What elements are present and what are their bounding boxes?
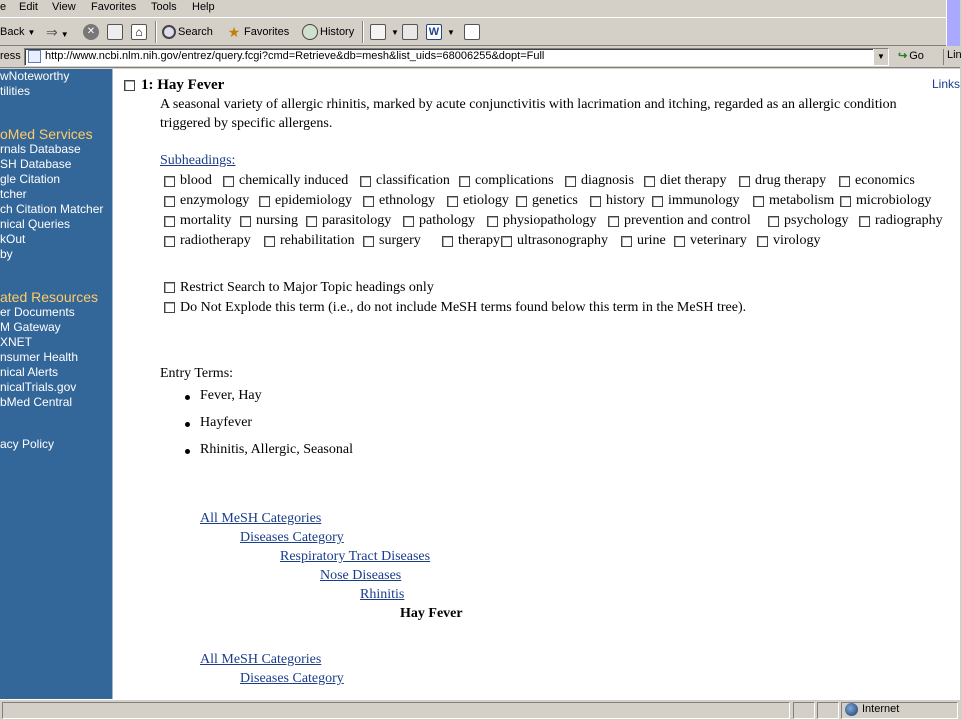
sidebar-link[interactable]: nsumer Health: [0, 350, 79, 364]
sidebar-link[interactable]: ch Citation Matcher: [0, 202, 104, 216]
subheading-label: economics: [855, 173, 915, 188]
sidebar-link[interactable]: XNET: [0, 335, 33, 349]
status-bar: [0, 699, 960, 720]
address-label: ress: [0, 50, 21, 62]
menu-favorites[interactable]: Favorites: [91, 1, 137, 13]
subheading-checkbox[interactable]: [363, 196, 374, 207]
mail-dropdown-icon[interactable]: ▼: [391, 28, 399, 37]
sidebar-link[interactable]: wNoteworthy: [0, 69, 70, 83]
sidebar-link[interactable]: kOut: [0, 232, 26, 246]
history-icon: [302, 24, 318, 40]
forward-button[interactable]: [46, 21, 69, 43]
home-button[interactable]: [131, 21, 149, 43]
sidebar-link[interactable]: nical Alerts: [0, 365, 59, 379]
discuss-icon: [464, 24, 480, 40]
menu-help[interactable]: Help: [192, 1, 215, 13]
subheading-checkbox[interactable]: [447, 196, 458, 207]
subheading-label: physiopathology: [503, 213, 597, 228]
sidebar-link[interactable]: nical Queries: [0, 217, 71, 231]
subheading-checkbox[interactable]: [753, 196, 764, 207]
refresh-icon: [107, 24, 123, 40]
definition-line-2: triggered by specific allergens.: [160, 116, 333, 131]
restrict-major-topic-label: Restrict Search to Major Topic headings only: [180, 280, 434, 295]
record-content: [113, 69, 960, 699]
search-icon: [162, 25, 176, 39]
subheadings-link[interactable]: Subheadings:: [160, 153, 236, 168]
favorites-label: Favorites: [244, 26, 290, 38]
address-input[interactable]: [24, 48, 889, 66]
tree-link-respiratory[interactable]: Respiratory Tract Diseases: [280, 549, 431, 564]
status-pane: [817, 702, 839, 719]
subheading-checkbox[interactable]: [223, 176, 234, 187]
menu-view[interactable]: View: [52, 1, 76, 13]
sidebar-link[interactable]: er Documents: [0, 305, 75, 319]
subheading-checkbox[interactable]: [363, 236, 374, 247]
menu-bar: [0, 0, 960, 16]
stop-icon: ✕: [83, 24, 99, 40]
subheading-checkbox[interactable]: [306, 216, 317, 227]
status-pane: [793, 702, 815, 719]
sidebar-link[interactable]: nicalTrials.gov: [0, 380, 77, 394]
sidebar-link[interactable]: by: [0, 247, 13, 261]
edit-button[interactable]: [426, 21, 455, 43]
go-label: Go: [909, 50, 924, 62]
toolbar-separator-2: [362, 21, 364, 43]
subheading-checkbox[interactable]: [644, 176, 655, 187]
subheading-label: diet therapy: [660, 173, 727, 188]
subheading-label: parasitology: [322, 213, 392, 228]
forward-arrow-icon: ⇒: [46, 24, 58, 40]
subheading-checkbox[interactable]: [859, 216, 870, 227]
subheading-checkbox[interactable]: [442, 236, 453, 247]
mail-icon: [370, 24, 386, 40]
subheading-checkbox[interactable]: [487, 216, 498, 227]
home-icon: ⌂: [131, 24, 147, 40]
go-arrow-icon: ↪: [898, 50, 908, 62]
menu-tools[interactable]: Tools: [151, 1, 177, 13]
address-bar: [0, 46, 960, 68]
sidebar-link[interactable]: SH Database: [0, 157, 72, 171]
sidebar-link[interactable]: bMed Central: [0, 395, 73, 409]
links-link[interactable]: Links: [931, 77, 960, 91]
restrict-major-topic-checkbox[interactable]: [164, 282, 175, 293]
edit-dropdown-icon[interactable]: ▼: [447, 28, 455, 37]
subheading-label: pathology: [419, 213, 475, 228]
subheading-checkbox[interactable]: [259, 196, 270, 207]
back-button[interactable]: [0, 21, 35, 43]
subheading-label: veterinary: [690, 233, 747, 248]
subheading-label: psychology: [784, 213, 849, 228]
status-zone-pane: [841, 702, 958, 719]
subheading-label: surgery: [379, 233, 421, 248]
subheading-checkbox[interactable]: [240, 216, 251, 227]
tree-link-nose[interactable]: Nose Diseases: [320, 568, 402, 583]
subheading-checkbox[interactable]: [674, 236, 685, 247]
subheading-label: mortality: [180, 213, 232, 228]
bullet-icon: [185, 422, 190, 427]
entry-term: Rhinitis, Allergic, Seasonal: [200, 442, 353, 457]
go-button[interactable]: [898, 49, 924, 62]
subheading-label: radiography: [875, 213, 943, 228]
page-icon: [28, 50, 41, 63]
sidebar-link[interactable]: tilities: [0, 84, 31, 98]
sidebar: [0, 69, 113, 699]
sidebar-link[interactable]: M Gateway: [0, 320, 61, 334]
menu-edit[interactable]: Edit: [19, 1, 38, 13]
history-button[interactable]: [302, 21, 354, 43]
subheading-label: drug therapy: [755, 173, 827, 188]
subheading-label: history: [606, 193, 645, 208]
subheading-label: classification: [376, 173, 450, 188]
subheading-label: microbiology: [856, 193, 932, 208]
tree2-link-diseases[interactable]: Diseases Category: [240, 671, 344, 686]
subheading-label: rehabilitation: [280, 233, 355, 248]
toolbar-separator: [155, 21, 157, 43]
tree2-link-all-categories[interactable]: All MeSH Categories: [200, 652, 322, 667]
subheading-checkbox[interactable]: [652, 196, 663, 207]
subheading-label: enzymology: [180, 193, 250, 208]
internet-zone-icon: [845, 703, 858, 716]
word-edit-icon: W: [426, 24, 442, 40]
entry-term: Fever, Hay: [200, 388, 262, 403]
subheading-label: therapy: [458, 233, 500, 248]
history-label: History: [320, 26, 355, 38]
subheading-checkbox[interactable]: [164, 176, 175, 187]
subheading-checkbox[interactable]: [459, 176, 470, 187]
subheading-checkbox[interactable]: [164, 236, 175, 247]
entry-term: Hayfever: [200, 415, 253, 430]
subheading-checkbox[interactable]: [621, 236, 632, 247]
subheading-checkbox[interactable]: [516, 196, 527, 207]
do-not-explode-checkbox[interactable]: [164, 302, 175, 313]
subheading-checkbox[interactable]: [501, 236, 512, 247]
subheading-label: etiology: [463, 193, 509, 208]
sidebar-link-privacy[interactable]: acy Policy: [0, 437, 55, 451]
page-viewport[interactable]: [0, 69, 960, 699]
subheading-checkbox[interactable]: [608, 216, 619, 227]
sidebar-link[interactable]: gle Citation: [0, 172, 61, 186]
subheading-label: complications: [475, 173, 554, 188]
subheading-label: metabolism: [769, 193, 835, 208]
record-title: 1: Hay Fever: [141, 77, 225, 93]
status-text-pane: [2, 702, 790, 719]
forward-dropdown-icon[interactable]: ▼: [60, 30, 69, 39]
subheading-checkbox[interactable]: [757, 236, 768, 247]
tree-link-all-categories[interactable]: All MeSH Categories: [200, 511, 322, 526]
subheading-checkbox[interactable]: [164, 216, 175, 227]
subheading-label: ultrasonography: [517, 233, 608, 248]
subheading-checkbox[interactable]: [840, 196, 851, 207]
back-dropdown-icon[interactable]: ▼: [27, 28, 36, 37]
bullet-icon: [185, 395, 190, 400]
subheading-checkbox[interactable]: [360, 176, 371, 187]
subheading-checkbox[interactable]: [403, 216, 414, 227]
subheading-label: urine: [637, 233, 666, 248]
favorites-button[interactable]: [226, 21, 289, 43]
subheading-label: blood: [180, 173, 212, 188]
do-not-explode-label: Do Not Explode this term (i.e., do not include MeSH terms found below this term in the MeSH tree).: [180, 300, 747, 315]
status-zone-label: Internet: [862, 703, 900, 715]
discuss-button[interactable]: [464, 21, 482, 43]
menu-file[interactable]: e: [0, 1, 7, 13]
sidebar-link[interactable]: rnals Database: [0, 142, 81, 156]
record-select-checkbox[interactable]: [124, 80, 135, 91]
tree-current-term: Hay Fever: [400, 606, 463, 621]
bullet-icon: [185, 449, 190, 454]
subheading-label: genetics: [532, 193, 578, 208]
links-toolbar-button[interactable]: Lin: [943, 49, 960, 65]
subheading-checkbox[interactable]: [565, 176, 576, 187]
print-icon: [402, 24, 418, 40]
subheading-label: radiotherapy: [180, 233, 251, 248]
subheading-label: ethnology: [379, 193, 435, 208]
subheading-label: prevention and control: [624, 213, 751, 228]
window-edge-toolbar: [946, 17, 960, 47]
subheading-checkbox[interactable]: [590, 196, 601, 207]
sidebar-heading-related: ated Resources: [0, 289, 99, 305]
subheading-label: virology: [773, 233, 821, 248]
address-dropdown-icon[interactable]: ▼: [873, 49, 888, 65]
subheading-label: immunology: [668, 193, 740, 208]
sidebar-link[interactable]: tcher: [0, 187, 27, 201]
subheading-label: epidemiology: [275, 193, 352, 208]
subheading-checkbox[interactable]: [164, 196, 175, 207]
subheading-label: chemically induced: [239, 173, 349, 188]
subheading-label: nursing: [256, 213, 298, 228]
definition-line-1: A seasonal variety of allergic rhinitis, marked by acute conjunctivitis with lacrimation and itching, regarded as an allergic condition: [160, 97, 897, 112]
entry-terms-label: Entry Terms:: [160, 366, 234, 381]
subheading-checkbox[interactable]: [739, 176, 750, 187]
tree-link-diseases[interactable]: Diseases Category: [240, 530, 344, 545]
back-label: Back: [0, 26, 25, 38]
print-button[interactable]: [402, 21, 420, 43]
standard-toolbar: [0, 17, 960, 46]
subheading-checkbox[interactable]: [839, 176, 850, 187]
favorites-icon: ★: [227, 24, 241, 41]
subheading-checkbox[interactable]: [768, 216, 779, 227]
stop-button[interactable]: [83, 21, 101, 43]
tree-link-rhinitis[interactable]: Rhinitis: [360, 587, 405, 602]
sidebar-heading-services: oMed Services: [0, 126, 93, 142]
subheading-label: diagnosis: [581, 173, 634, 188]
subheading-checkbox[interactable]: [264, 236, 275, 247]
address-url[interactable]: http://www.ncbi.nlm.nih.gov/entrez/query.fcgi?cmd=Retrieve&db=mesh&list_uids=68006255&dopt=Full: [45, 50, 545, 62]
refresh-button[interactable]: [107, 21, 125, 43]
search-label: Search: [178, 26, 213, 38]
mail-button[interactable]: [370, 21, 399, 43]
search-button[interactable]: [162, 21, 213, 43]
